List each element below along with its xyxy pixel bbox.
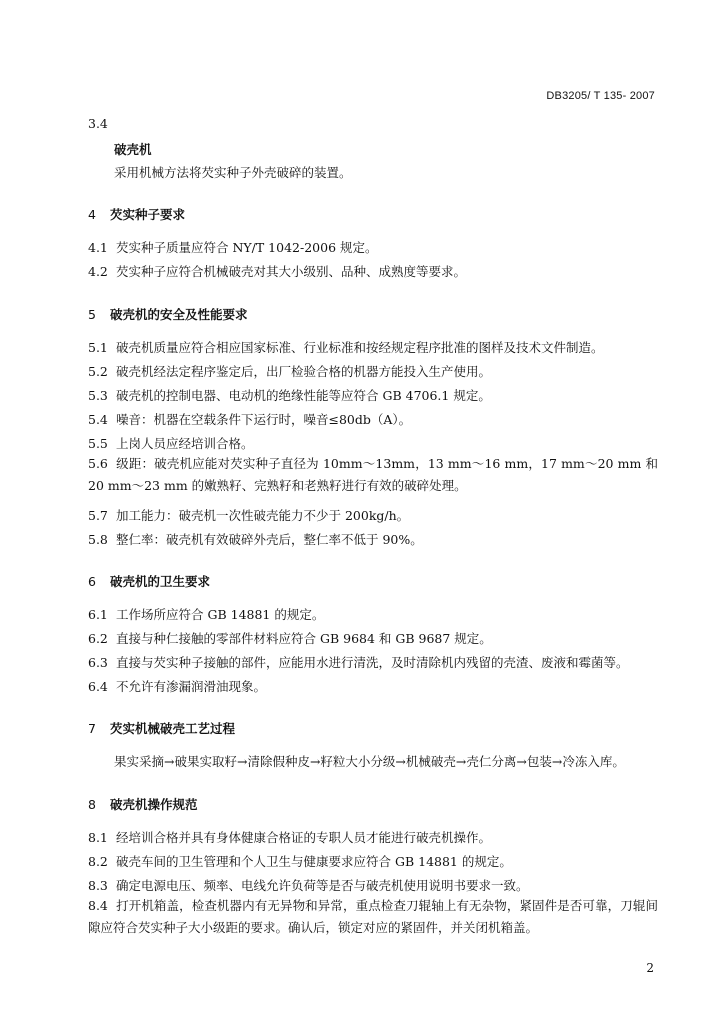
section-number: 4 <box>88 207 96 222</box>
section-title: 破壳机的卫生要求 <box>110 574 211 589</box>
process-flow: 果实采摘→破果实取籽→清除假种皮→籽粒大小分级→机械破壳→壳仁分离→包装→冷冻入库。 <box>114 754 625 769</box>
clause-5-1: 5.1 破壳机质量应符合相应国家标准、行业标准和按经规定程序批准的图样及技术文件制造。 <box>88 340 604 355</box>
section-number: 8 <box>88 797 96 812</box>
clause-6-1: 6.1 工作场所应符合 GB 14881 的规定。 <box>88 607 325 622</box>
page-number: 2 <box>646 961 654 975</box>
clause-8-4: 8.4 打开机箱盖，检查机器内有无异物和异常，重点检查刀辊轴上有无杂物，紧固件是否可靠，刀辊间隙应符合芡实种子大小级距的要求。确认后，锁定对应的紧固件，并关闭机箱盖。 <box>88 898 658 935</box>
section-number: 5 <box>88 307 96 322</box>
clause-5-7: 5.7 加工能力：破壳机一次性破壳能力不少于 200kg/h。 <box>88 508 410 523</box>
clause-5-8: 5.8 整仁率：破壳机有效破碎外壳后，整仁率不低于 90%。 <box>88 532 423 547</box>
clause-8-2: 8.2 破壳车间的卫生管理和个人卫生与健康要求应符合 GB 14881 的规定。 <box>88 854 512 869</box>
clause-5-5: 5.5 上岗人员应经培训合格。 <box>88 436 254 451</box>
clause-8-3: 8.3 确定电源电压、频率、电线允许负荷等是否与破壳机使用说明书要求一致。 <box>88 878 529 893</box>
section-title: 破壳机操作规范 <box>110 797 198 812</box>
clause-5-6: 5.6 级距：破壳机应能对芡实种子直径为 10mm～13mm，13 mm～16 mm，17 mm～20 mm 和 20 mm～23 mm 的嫩熟籽、完熟籽和老熟籽进行有效的破碎处理。 <box>88 456 658 493</box>
clause-4-1: 4.1 芡实种子质量应符合 NY/T 1042-2006 规定。 <box>88 240 378 255</box>
section-heading-6 <box>88 572 210 590</box>
clause-6-2: 6.2 直接与种仁接触的零部件材料应符合 GB 9684 和 GB 9687 规定。 <box>88 631 492 646</box>
section-heading-8 <box>88 795 198 813</box>
section-title: 芡实机械破壳工艺过程 <box>110 721 236 736</box>
section-title: 芡实种子要求 <box>110 207 186 222</box>
term-number: 3.4 <box>88 116 108 131</box>
term-definition: 采用机械方法将芡实种子外壳破碎的装置。 <box>114 165 352 180</box>
clause-5-2: 5.2 破壳机经法定程序鉴定后，出厂检验合格的机器方能投入生产使用。 <box>88 364 492 379</box>
clause-5-4: 5.4 噪音：机器在空载条件下运行时，噪音≤80db（A）。 <box>88 412 412 427</box>
clause-6-4: 6.4 不允许有渗漏润滑油现象。 <box>88 679 267 694</box>
clause-6-3: 6.3 直接与芡实种子接触的部件，应能用水进行清洗，及时清除机内残留的壳渣、废液和霉菌等。 <box>88 655 629 670</box>
section-title: 破壳机的安全及性能要求 <box>110 307 248 322</box>
section-number: 7 <box>88 721 96 736</box>
section-heading-7 <box>88 719 235 737</box>
document-code: DB3205/ T 135- 2007 <box>546 90 655 102</box>
clause-5-3: 5.3 破壳机的控制电器、电动机的绝缘性能等应符合 GB 4706.1 规定。 <box>88 388 491 403</box>
section-heading-5 <box>88 305 248 323</box>
clause-4-2: 4.2 芡实种子应符合机械破壳对其大小级别、品种、成熟度等要求。 <box>88 264 467 279</box>
section-heading-4 <box>88 205 185 223</box>
term-title: 破壳机 <box>114 142 152 157</box>
clause-8-1: 8.1 经培训合格并具有身体健康合格证的专职人员才能进行破壳机操作。 <box>88 830 492 845</box>
section-number: 6 <box>88 574 96 589</box>
